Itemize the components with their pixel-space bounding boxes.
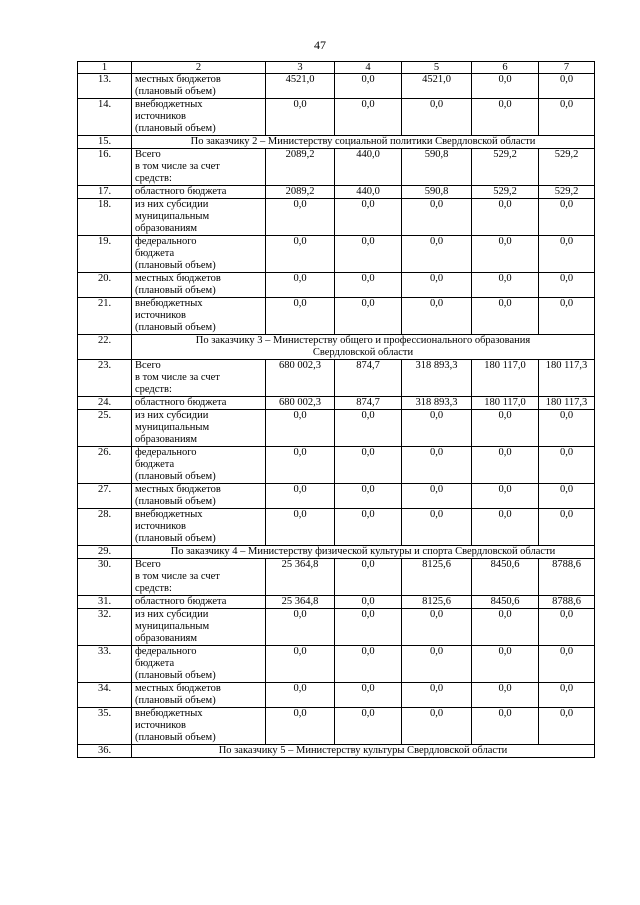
- table-row: [78, 397, 595, 410]
- value-cell: 529,2: [539, 186, 595, 199]
- value-cell: 0,0: [472, 447, 539, 484]
- value-cell: 0,0: [539, 298, 595, 335]
- value-cell: 0,0: [335, 410, 402, 447]
- value-cell: 0,0: [266, 410, 335, 447]
- row-label: федерального бюджета (плановый объем): [132, 447, 266, 484]
- header-cell: 1: [78, 62, 132, 74]
- row-label: внебюджетных источников (плановый объем): [132, 509, 266, 546]
- value-cell: 0,0: [472, 708, 539, 745]
- value-cell: 0,0: [472, 683, 539, 708]
- header-cell: 7: [539, 62, 595, 74]
- value-cell: 0,0: [266, 646, 335, 683]
- value-cell: 0,0: [472, 609, 539, 646]
- table-row: [78, 186, 595, 199]
- row-number: 27.: [78, 484, 132, 509]
- value-cell: 0,0: [335, 609, 402, 646]
- value-cell: 0,0: [472, 236, 539, 273]
- value-cell: 0,0: [266, 509, 335, 546]
- value-cell: 0,0: [266, 199, 335, 236]
- value-cell: 0,0: [266, 298, 335, 335]
- value-cell: 0,0: [472, 74, 539, 99]
- value-cell: 0,0: [266, 609, 335, 646]
- value-cell: 0,0: [539, 646, 595, 683]
- header-cell: 2: [132, 62, 266, 74]
- value-cell: 0,0: [402, 410, 472, 447]
- table-row: [78, 559, 595, 596]
- row-number: 13.: [78, 74, 132, 99]
- table-row: [78, 298, 595, 335]
- value-cell: 0,0: [472, 99, 539, 136]
- value-cell: 0,0: [539, 99, 595, 136]
- row-label: Всего в том числе за счет средств:: [132, 360, 266, 397]
- row-number: 16.: [78, 149, 132, 186]
- value-cell: 680 002,3: [266, 397, 335, 410]
- value-cell: 0,0: [335, 99, 402, 136]
- value-cell: 8788,6: [539, 559, 595, 596]
- value-cell: 0,0: [335, 273, 402, 298]
- value-cell: 0,0: [472, 298, 539, 335]
- section-title: По заказчику 3 – Министерству общего и профессионального образования Свердловской области: [132, 335, 595, 360]
- table-row: [78, 74, 595, 99]
- row-label: местных бюджетов (плановый объем): [132, 74, 266, 99]
- value-cell: 8125,6: [402, 559, 472, 596]
- row-number: 24.: [78, 397, 132, 410]
- table-row: [78, 149, 595, 186]
- value-cell: 590,8: [402, 186, 472, 199]
- row-label: Всего в том числе за счет средств:: [132, 559, 266, 596]
- value-cell: 0,0: [539, 609, 595, 646]
- value-cell: 0,0: [266, 708, 335, 745]
- value-cell: 0,0: [539, 199, 595, 236]
- row-number: 14.: [78, 99, 132, 136]
- value-cell: 25 364,8: [266, 559, 335, 596]
- table-row: [78, 509, 595, 546]
- value-cell: 8125,6: [402, 596, 472, 609]
- table-row: [78, 609, 595, 646]
- row-number: 15.: [78, 136, 132, 149]
- section-row: [78, 745, 595, 758]
- row-number: 35.: [78, 708, 132, 745]
- value-cell: 8450,6: [472, 596, 539, 609]
- value-cell: 8450,6: [472, 559, 539, 596]
- table-row: [78, 447, 595, 484]
- value-cell: 529,2: [539, 149, 595, 186]
- value-cell: 0,0: [472, 646, 539, 683]
- value-cell: 0,0: [266, 447, 335, 484]
- value-cell: 0,0: [335, 484, 402, 509]
- value-cell: 0,0: [335, 74, 402, 99]
- row-number: 28.: [78, 509, 132, 546]
- value-cell: 529,2: [472, 149, 539, 186]
- value-cell: 680 002,3: [266, 360, 335, 397]
- row-label: внебюджетных источников (плановый объем): [132, 99, 266, 136]
- row-label: местных бюджетов (плановый объем): [132, 484, 266, 509]
- value-cell: 0,0: [335, 646, 402, 683]
- row-number: 18.: [78, 199, 132, 236]
- table-row: [78, 99, 595, 136]
- value-cell: 874,7: [335, 360, 402, 397]
- row-number: 31.: [78, 596, 132, 609]
- section-title: По заказчику 4 – Министерству физической культуры и спорта Свердловской области: [132, 546, 595, 559]
- value-cell: 0,0: [539, 273, 595, 298]
- value-cell: 0,0: [402, 236, 472, 273]
- value-cell: 0,0: [402, 273, 472, 298]
- row-label: областного бюджета: [132, 186, 266, 199]
- row-number: 33.: [78, 646, 132, 683]
- row-label: областного бюджета: [132, 596, 266, 609]
- value-cell: 0,0: [472, 509, 539, 546]
- value-cell: 0,0: [402, 199, 472, 236]
- value-cell: 4521,0: [266, 74, 335, 99]
- value-cell: 590,8: [402, 149, 472, 186]
- value-cell: 0,0: [335, 708, 402, 745]
- table-row: [78, 484, 595, 509]
- section-row: [78, 335, 595, 360]
- section-row: [78, 136, 595, 149]
- table-row: [78, 410, 595, 447]
- row-label: из них субсидии муниципальным образованиям: [132, 199, 266, 236]
- row-label: местных бюджетов (плановый объем): [132, 683, 266, 708]
- page-number: 47: [314, 38, 326, 52]
- header-cell: 5: [402, 62, 472, 74]
- row-number: 34.: [78, 683, 132, 708]
- row-number: 17.: [78, 186, 132, 199]
- table-row: [78, 596, 595, 609]
- row-number: 32.: [78, 609, 132, 646]
- table-row: [78, 273, 595, 298]
- row-label: местных бюджетов (плановый объем): [132, 273, 266, 298]
- value-cell: 0,0: [402, 609, 472, 646]
- table-row: [78, 646, 595, 683]
- value-cell: 0,0: [539, 236, 595, 273]
- value-cell: 0,0: [266, 484, 335, 509]
- header-cell: 3: [266, 62, 335, 74]
- row-number: 20.: [78, 273, 132, 298]
- value-cell: 0,0: [335, 596, 402, 609]
- row-number: 29.: [78, 546, 132, 559]
- header-cell: 6: [472, 62, 539, 74]
- table-row: [78, 236, 595, 273]
- value-cell: 0,0: [539, 708, 595, 745]
- budget-table: [77, 61, 595, 758]
- value-cell: 0,0: [335, 447, 402, 484]
- value-cell: 0,0: [335, 683, 402, 708]
- table-row: [78, 360, 595, 397]
- value-cell: 180 117,3: [539, 360, 595, 397]
- value-cell: 318 893,3: [402, 397, 472, 410]
- value-cell: 0,0: [539, 484, 595, 509]
- value-cell: 180 117,3: [539, 397, 595, 410]
- value-cell: 0,0: [539, 683, 595, 708]
- row-number: 19.: [78, 236, 132, 273]
- value-cell: 0,0: [266, 273, 335, 298]
- value-cell: 0,0: [335, 236, 402, 273]
- row-label: внебюджетных источников (плановый объем): [132, 708, 266, 745]
- value-cell: 0,0: [472, 199, 539, 236]
- value-cell: 0,0: [402, 484, 472, 509]
- row-label: областного бюджета: [132, 397, 266, 410]
- value-cell: 0,0: [539, 509, 595, 546]
- value-cell: 8788,6: [539, 596, 595, 609]
- row-label: внебюджетных источников (плановый объем): [132, 298, 266, 335]
- value-cell: 0,0: [335, 199, 402, 236]
- row-number: 21.: [78, 298, 132, 335]
- table-row: [78, 199, 595, 236]
- value-cell: 874,7: [335, 397, 402, 410]
- value-cell: 0,0: [539, 74, 595, 99]
- section-row: [78, 546, 595, 559]
- value-cell: 440,0: [335, 186, 402, 199]
- table-row: [78, 708, 595, 745]
- value-cell: 2089,2: [266, 186, 335, 199]
- value-cell: 0,0: [335, 559, 402, 596]
- row-label: федерального бюджета (плановый объем): [132, 646, 266, 683]
- table-row: [78, 683, 595, 708]
- value-cell: 0,0: [402, 99, 472, 136]
- value-cell: 4521,0: [402, 74, 472, 99]
- value-cell: 0,0: [539, 410, 595, 447]
- row-number: 26.: [78, 447, 132, 484]
- value-cell: 0,0: [335, 509, 402, 546]
- value-cell: 0,0: [402, 708, 472, 745]
- value-cell: 25 364,8: [266, 596, 335, 609]
- value-cell: 0,0: [402, 509, 472, 546]
- value-cell: 0,0: [402, 298, 472, 335]
- header-row: [78, 62, 595, 74]
- value-cell: 0,0: [472, 410, 539, 447]
- section-title: По заказчику 5 – Министерству культуры Свердловской области: [132, 745, 595, 758]
- table-body: [78, 62, 595, 758]
- row-label: Всего в том числе за счет средств:: [132, 149, 266, 186]
- row-label: федерального бюджета (плановый объем): [132, 236, 266, 273]
- value-cell: 529,2: [472, 186, 539, 199]
- value-cell: 180 117,0: [472, 360, 539, 397]
- value-cell: 0,0: [266, 99, 335, 136]
- value-cell: 0,0: [402, 646, 472, 683]
- value-cell: 2089,2: [266, 149, 335, 186]
- row-number: 30.: [78, 559, 132, 596]
- value-cell: 0,0: [402, 683, 472, 708]
- row-label: из них субсидии муниципальным образованиям: [132, 609, 266, 646]
- row-number: 22.: [78, 335, 132, 360]
- value-cell: 0,0: [266, 683, 335, 708]
- value-cell: 0,0: [539, 447, 595, 484]
- header-cell: 4: [335, 62, 402, 74]
- value-cell: 0,0: [266, 236, 335, 273]
- value-cell: 440,0: [335, 149, 402, 186]
- row-label: из них субсидии муниципальным образованиям: [132, 410, 266, 447]
- value-cell: 0,0: [402, 447, 472, 484]
- value-cell: 318 893,3: [402, 360, 472, 397]
- value-cell: 0,0: [335, 298, 402, 335]
- section-title: По заказчику 2 – Министерству социальной политики Свердловской области: [132, 136, 595, 149]
- row-number: 25.: [78, 410, 132, 447]
- value-cell: 180 117,0: [472, 397, 539, 410]
- value-cell: 0,0: [472, 273, 539, 298]
- row-number: 36.: [78, 745, 132, 758]
- value-cell: 0,0: [472, 484, 539, 509]
- row-number: 23.: [78, 360, 132, 397]
